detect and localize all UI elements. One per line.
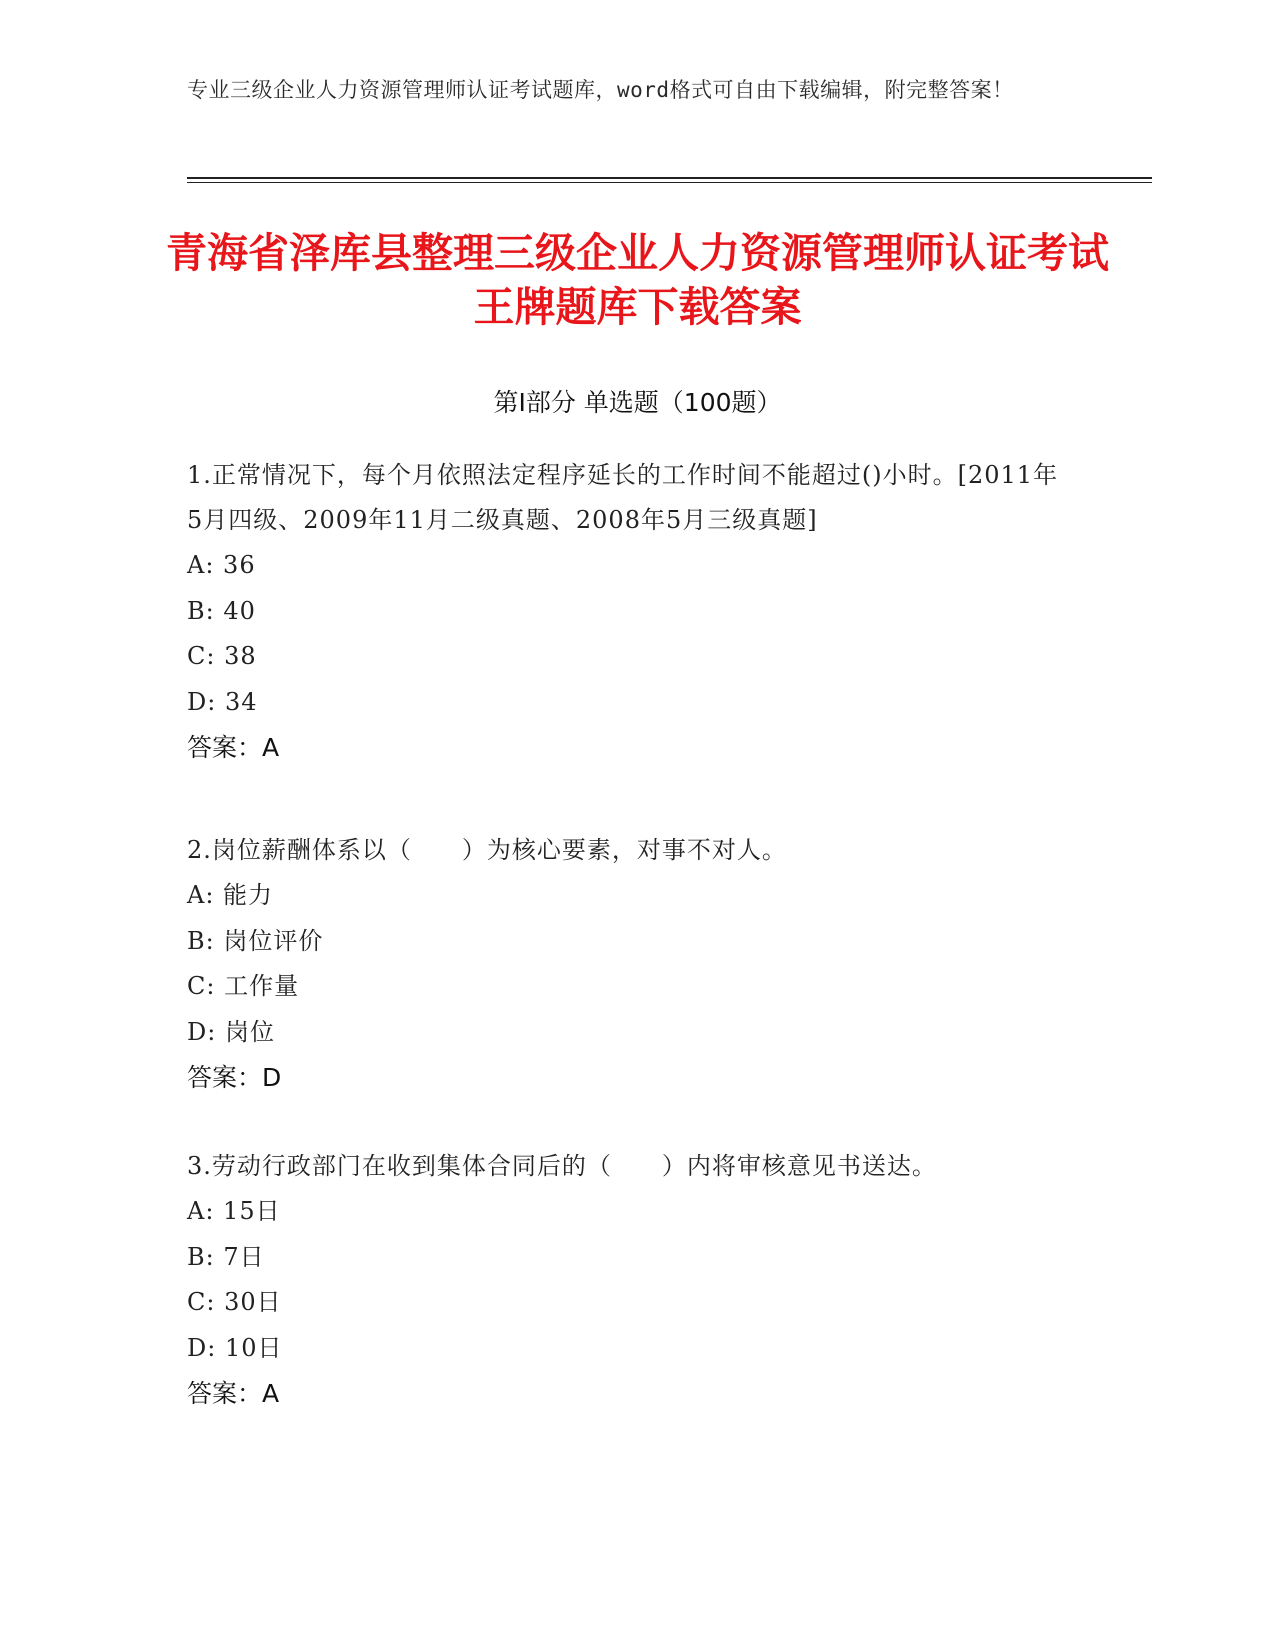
option-c: C: 30日 [187, 1288, 282, 1316]
question-stem: 2.岗位薪酬体系以（ ）为核心要素，对事不对人。 [187, 836, 787, 864]
option-b: B: 7日 [187, 1242, 265, 1271]
option-d: D: 10日 [187, 1333, 283, 1362]
header-rule-thick [187, 177, 1152, 179]
question-stem: 3.劳动行政部门在收到集体合同后的（ ）内将审核意见书送达。 [187, 1152, 937, 1180]
section-title: 第Ⅰ部分 单选题（100题） [493, 388, 782, 417]
option-d: D: 岗位 [187, 1017, 275, 1046]
option-a: A: 能力 [187, 881, 274, 909]
document-title: 青海省泽库县整理三级企业人力资源管理师认证考试王牌题库下载答案 [166, 229, 1109, 331]
option-c: C: 工作量 [187, 972, 300, 1000]
option-c: C: 38 [187, 642, 257, 670]
option-b: B: 40 [187, 596, 256, 625]
header-rule-thin [187, 182, 1152, 183]
question-stem: 1.正常情况下，每个月依照法定程序延长的工作时间不能超过()小时。[2011年5月四级、2009年11月二级真题、2008年5月三级真题] [187, 461, 1059, 534]
option-d: D: 34 [187, 687, 258, 716]
option-a: A: 15日 [187, 1197, 281, 1225]
question-3 [187, 1144, 1067, 1416]
answer: 答案：D [187, 1063, 282, 1092]
question-2 [187, 828, 1067, 1100]
question-1 [187, 453, 1067, 770]
option-b: B: 岗位评价 [187, 926, 324, 955]
header-note: 专业三级企业人力资源管理师认证考试题库，word格式可自由下载编辑，附完整答案！ [187, 78, 1014, 102]
answer: 答案：A [187, 1379, 280, 1408]
answer: 答案：A [187, 733, 280, 762]
option-a: A: 36 [187, 551, 256, 579]
